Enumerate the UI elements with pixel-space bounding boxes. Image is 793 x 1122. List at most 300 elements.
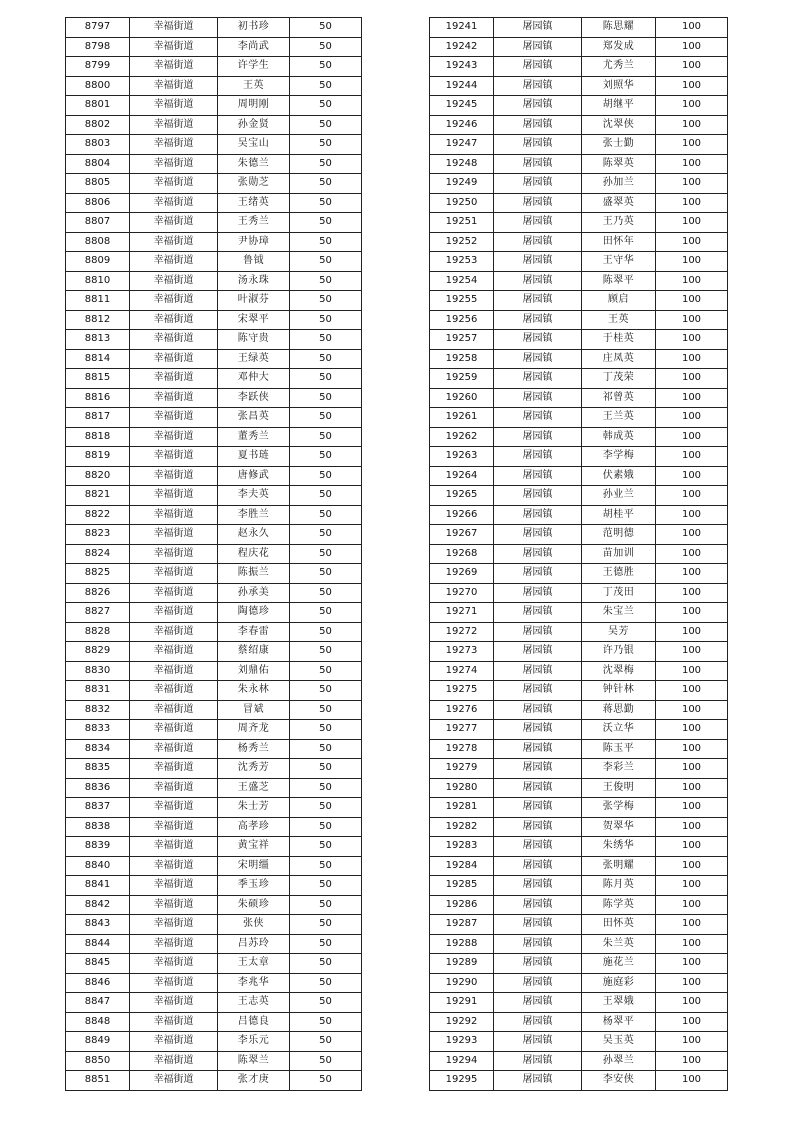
district-cell: 幸福街道 (130, 798, 218, 818)
table-row (430, 583, 728, 603)
amount-cell: 50 (290, 57, 362, 77)
name-cell: 张学梅 (582, 798, 656, 818)
table-row (430, 310, 728, 330)
district-cell: 屠园镇 (494, 798, 582, 818)
table-row (430, 973, 728, 993)
table-row (430, 798, 728, 818)
name-cell: 程庆花 (218, 544, 290, 564)
amount-cell: 100 (656, 720, 728, 740)
serial-number-cell: 8836 (66, 778, 130, 798)
table-row (430, 96, 728, 116)
table-row (66, 954, 362, 974)
name-cell: 孙金贤 (218, 115, 290, 135)
amount-cell: 50 (290, 174, 362, 194)
serial-number-cell: 19283 (430, 837, 494, 857)
serial-number-cell: 19279 (430, 759, 494, 779)
table-row (430, 1032, 728, 1052)
name-cell: 王德胜 (582, 564, 656, 584)
district-cell: 屠园镇 (494, 720, 582, 740)
district-cell: 屠园镇 (494, 310, 582, 330)
amount-cell: 100 (656, 252, 728, 272)
district-cell: 幸福街道 (130, 642, 218, 662)
amount-cell: 50 (290, 544, 362, 564)
serial-number-cell: 19269 (430, 564, 494, 584)
serial-number-cell: 19257 (430, 330, 494, 350)
serial-number-cell: 8817 (66, 408, 130, 428)
table-row (66, 213, 362, 233)
district-cell: 屠园镇 (494, 1051, 582, 1071)
district-cell: 幸福街道 (130, 37, 218, 57)
serial-number-cell: 8818 (66, 427, 130, 447)
name-cell: 伏素娥 (582, 466, 656, 486)
table-row (430, 1051, 728, 1071)
district-cell: 幸福街道 (130, 583, 218, 603)
amount-cell: 50 (290, 564, 362, 584)
name-cell: 朱士芳 (218, 798, 290, 818)
serial-number-cell: 8820 (66, 466, 130, 486)
district-cell: 幸福街道 (130, 954, 218, 974)
district-cell: 幸福街道 (130, 174, 218, 194)
table-row (430, 720, 728, 740)
amount-cell: 100 (656, 18, 728, 38)
serial-number-cell: 19251 (430, 213, 494, 233)
serial-number-cell: 8814 (66, 349, 130, 369)
district-cell: 屠园镇 (494, 213, 582, 233)
table-row (430, 232, 728, 252)
district-cell: 屠园镇 (494, 622, 582, 642)
table-row (430, 466, 728, 486)
name-cell: 朱硕珍 (218, 895, 290, 915)
serial-number-cell: 8809 (66, 252, 130, 272)
name-cell: 刘照华 (582, 76, 656, 96)
district-cell: 幸福街道 (130, 720, 218, 740)
name-cell: 孙翠兰 (582, 1051, 656, 1071)
name-cell: 李春雷 (218, 622, 290, 642)
name-cell: 冒斌 (218, 700, 290, 720)
amount-cell: 50 (290, 739, 362, 759)
amount-cell: 50 (290, 700, 362, 720)
table-row (66, 895, 362, 915)
serial-number-cell: 8833 (66, 720, 130, 740)
name-cell: 王秀兰 (218, 213, 290, 233)
district-cell: 屠园镇 (494, 525, 582, 545)
amount-cell: 50 (290, 525, 362, 545)
table-row (66, 466, 362, 486)
name-cell: 吴玉英 (582, 1032, 656, 1052)
district-cell: 幸福街道 (130, 115, 218, 135)
name-cell: 沈翠梅 (582, 661, 656, 681)
table-row (430, 603, 728, 623)
district-cell: 屠园镇 (494, 193, 582, 213)
district-cell: 屠园镇 (494, 96, 582, 116)
serial-number-cell: 8844 (66, 934, 130, 954)
district-cell: 幸福街道 (130, 700, 218, 720)
amount-cell: 100 (656, 427, 728, 447)
amount-cell: 100 (656, 115, 728, 135)
serial-number-cell: 8822 (66, 505, 130, 525)
serial-number-cell: 8798 (66, 37, 130, 57)
amount-cell: 50 (290, 427, 362, 447)
table-row (66, 934, 362, 954)
name-cell: 丁茂荣 (582, 369, 656, 389)
district-cell: 屠园镇 (494, 154, 582, 174)
table-row (430, 876, 728, 896)
name-cell: 初书珍 (218, 18, 290, 38)
serial-number-cell: 19290 (430, 973, 494, 993)
name-cell: 张才庚 (218, 1071, 290, 1091)
amount-cell: 50 (290, 447, 362, 467)
amount-cell: 50 (290, 369, 362, 389)
serial-number-cell: 8802 (66, 115, 130, 135)
table-row (66, 349, 362, 369)
serial-number-cell: 8804 (66, 154, 130, 174)
amount-cell: 100 (656, 349, 728, 369)
table-row (430, 486, 728, 506)
district-cell: 屠园镇 (494, 408, 582, 428)
district-cell: 屠园镇 (494, 505, 582, 525)
amount-cell: 100 (656, 213, 728, 233)
amount-cell: 50 (290, 895, 362, 915)
serial-number-cell: 19276 (430, 700, 494, 720)
district-cell: 屠园镇 (494, 544, 582, 564)
name-cell: 祁曾英 (582, 388, 656, 408)
table-row (66, 1051, 362, 1071)
name-cell: 李跃侠 (218, 388, 290, 408)
amount-cell: 50 (290, 934, 362, 954)
amount-cell: 100 (656, 564, 728, 584)
name-cell: 贺翠华 (582, 817, 656, 837)
serial-number-cell: 19281 (430, 798, 494, 818)
district-cell: 屠园镇 (494, 759, 582, 779)
name-cell: 吕苏玲 (218, 934, 290, 954)
amount-cell: 100 (656, 583, 728, 603)
name-cell: 王绿英 (218, 349, 290, 369)
name-cell: 苗加训 (582, 544, 656, 564)
table-row (430, 700, 728, 720)
amount-cell: 50 (290, 642, 362, 662)
left-roster-table (65, 17, 362, 1091)
table-row (66, 310, 362, 330)
district-cell: 幸福街道 (130, 817, 218, 837)
table-row (66, 642, 362, 662)
name-cell: 董秀兰 (218, 427, 290, 447)
amount-cell: 100 (656, 798, 728, 818)
district-cell: 幸福街道 (130, 1032, 218, 1052)
district-cell: 幸福街道 (130, 447, 218, 467)
table-row (430, 505, 728, 525)
amount-cell: 100 (656, 154, 728, 174)
table-row (430, 57, 728, 77)
name-cell: 李尚武 (218, 37, 290, 57)
amount-cell: 50 (290, 115, 362, 135)
district-cell: 屠园镇 (494, 271, 582, 291)
name-cell: 叶淑芬 (218, 291, 290, 311)
amount-cell: 50 (290, 973, 362, 993)
name-cell: 王英 (582, 310, 656, 330)
table-row (66, 96, 362, 116)
district-cell: 幸福街道 (130, 759, 218, 779)
amount-cell: 50 (290, 310, 362, 330)
table-row (430, 115, 728, 135)
serial-number-cell: 19277 (430, 720, 494, 740)
district-cell: 幸福街道 (130, 739, 218, 759)
name-cell: 朱德兰 (218, 154, 290, 174)
amount-cell: 50 (290, 96, 362, 116)
serial-number-cell: 8845 (66, 954, 130, 974)
table-row (66, 271, 362, 291)
table-row (430, 37, 728, 57)
name-cell: 沃立华 (582, 720, 656, 740)
amount-cell: 50 (290, 76, 362, 96)
amount-cell: 100 (656, 310, 728, 330)
name-cell: 陈翠兰 (218, 1051, 290, 1071)
district-cell: 屠园镇 (494, 349, 582, 369)
name-cell: 朱兰英 (582, 934, 656, 954)
amount-cell: 50 (290, 213, 362, 233)
serial-number-cell: 19252 (430, 232, 494, 252)
name-cell: 赵永久 (218, 525, 290, 545)
name-cell: 高孝珍 (218, 817, 290, 837)
serial-number-cell: 19255 (430, 291, 494, 311)
district-cell: 幸福街道 (130, 252, 218, 272)
serial-number-cell: 8811 (66, 291, 130, 311)
district-cell: 屠园镇 (494, 466, 582, 486)
district-cell: 幸福街道 (130, 564, 218, 584)
amount-cell: 50 (290, 330, 362, 350)
name-cell: 黄宝祥 (218, 837, 290, 857)
serial-number-cell: 8807 (66, 213, 130, 233)
serial-number-cell: 19259 (430, 369, 494, 389)
name-cell: 夏书琏 (218, 447, 290, 467)
serial-number-cell: 8825 (66, 564, 130, 584)
serial-number-cell: 8815 (66, 369, 130, 389)
district-cell: 幸福街道 (130, 18, 218, 38)
amount-cell: 50 (290, 349, 362, 369)
table-row (430, 778, 728, 798)
amount-cell: 100 (656, 681, 728, 701)
district-cell: 幸福街道 (130, 154, 218, 174)
table-row (66, 154, 362, 174)
table-row (66, 330, 362, 350)
table-row (66, 37, 362, 57)
table-row (430, 622, 728, 642)
table-row (66, 1012, 362, 1032)
amount-cell: 50 (290, 993, 362, 1013)
district-cell: 屠园镇 (494, 232, 582, 252)
name-cell: 王俊明 (582, 778, 656, 798)
serial-number-cell: 19289 (430, 954, 494, 974)
serial-number-cell: 8828 (66, 622, 130, 642)
serial-number-cell: 8821 (66, 486, 130, 506)
district-cell: 屠园镇 (494, 661, 582, 681)
amount-cell: 50 (290, 661, 362, 681)
amount-cell: 100 (656, 408, 728, 428)
serial-number-cell: 19285 (430, 876, 494, 896)
amount-cell: 50 (290, 915, 362, 935)
name-cell: 张明耀 (582, 856, 656, 876)
amount-cell: 50 (290, 603, 362, 623)
amount-cell: 100 (656, 57, 728, 77)
district-cell: 屠园镇 (494, 1012, 582, 1032)
serial-number-cell: 8799 (66, 57, 130, 77)
table-row (430, 564, 728, 584)
table-row (430, 759, 728, 779)
amount-cell: 100 (656, 135, 728, 155)
district-cell: 幸福街道 (130, 291, 218, 311)
table-row (430, 1012, 728, 1032)
serial-number-cell: 8834 (66, 739, 130, 759)
amount-cell: 100 (656, 954, 728, 974)
left-roster-body (66, 18, 362, 1091)
amount-cell: 100 (656, 388, 728, 408)
amount-cell: 100 (656, 993, 728, 1013)
district-cell: 幸福街道 (130, 622, 218, 642)
amount-cell: 50 (290, 778, 362, 798)
name-cell: 尤秀兰 (582, 57, 656, 77)
serial-number-cell: 19291 (430, 993, 494, 1013)
table-row (66, 388, 362, 408)
name-cell: 庄凤英 (582, 349, 656, 369)
serial-number-cell: 19284 (430, 856, 494, 876)
serial-number-cell: 8841 (66, 876, 130, 896)
serial-number-cell: 8839 (66, 837, 130, 857)
name-cell: 陈翠英 (582, 154, 656, 174)
amount-cell: 50 (290, 505, 362, 525)
serial-number-cell: 8849 (66, 1032, 130, 1052)
serial-number-cell: 19280 (430, 778, 494, 798)
table-row (66, 583, 362, 603)
table-row (66, 174, 362, 194)
serial-number-cell: 19244 (430, 76, 494, 96)
amount-cell: 100 (656, 876, 728, 896)
serial-number-cell: 19258 (430, 349, 494, 369)
serial-number-cell: 8827 (66, 603, 130, 623)
district-cell: 幸福街道 (130, 915, 218, 935)
amount-cell: 100 (656, 700, 728, 720)
district-cell: 幸福街道 (130, 876, 218, 896)
district-cell: 幸福街道 (130, 895, 218, 915)
amount-cell: 100 (656, 603, 728, 623)
table-row (430, 544, 728, 564)
table-row (66, 778, 362, 798)
district-cell: 屠园镇 (494, 369, 582, 389)
serial-number-cell: 19249 (430, 174, 494, 194)
serial-number-cell: 19270 (430, 583, 494, 603)
district-cell: 屠园镇 (494, 817, 582, 837)
district-cell: 幸福街道 (130, 310, 218, 330)
district-cell: 屠园镇 (494, 115, 582, 135)
amount-cell: 50 (290, 388, 362, 408)
name-cell: 孙加兰 (582, 174, 656, 194)
name-cell: 顾启 (582, 291, 656, 311)
district-cell: 屠园镇 (494, 486, 582, 506)
name-cell: 王守华 (582, 252, 656, 272)
district-cell: 幸福街道 (130, 661, 218, 681)
district-cell: 屠园镇 (494, 252, 582, 272)
table-row (66, 739, 362, 759)
amount-cell: 100 (656, 174, 728, 194)
right-roster-table (429, 17, 728, 1091)
name-cell: 陶德珍 (218, 603, 290, 623)
name-cell: 丁茂田 (582, 583, 656, 603)
table-row (430, 174, 728, 194)
table-row (430, 18, 728, 38)
amount-cell: 50 (290, 1071, 362, 1091)
district-cell: 幸福街道 (130, 486, 218, 506)
district-cell: 幸福街道 (130, 76, 218, 96)
table-row (66, 505, 362, 525)
amount-cell: 100 (656, 525, 728, 545)
name-cell: 李学梅 (582, 447, 656, 467)
district-cell: 幸福街道 (130, 232, 218, 252)
serial-number-cell: 8808 (66, 232, 130, 252)
district-cell: 屠园镇 (494, 447, 582, 467)
serial-number-cell: 19260 (430, 388, 494, 408)
district-cell: 幸福街道 (130, 856, 218, 876)
name-cell: 盛翠英 (582, 193, 656, 213)
serial-number-cell: 19293 (430, 1032, 494, 1052)
serial-number-cell: 8837 (66, 798, 130, 818)
name-cell: 施花兰 (582, 954, 656, 974)
serial-number-cell: 8819 (66, 447, 130, 467)
district-cell: 幸福街道 (130, 330, 218, 350)
table-row (66, 76, 362, 96)
district-cell: 幸福街道 (130, 193, 218, 213)
name-cell: 周明刚 (218, 96, 290, 116)
amount-cell: 50 (290, 720, 362, 740)
amount-cell: 50 (290, 759, 362, 779)
serial-number-cell: 8801 (66, 96, 130, 116)
serial-number-cell: 19245 (430, 96, 494, 116)
amount-cell: 50 (290, 876, 362, 896)
name-cell: 李兆华 (218, 973, 290, 993)
district-cell: 屠园镇 (494, 583, 582, 603)
amount-cell: 50 (290, 154, 362, 174)
name-cell: 王乃英 (582, 213, 656, 233)
district-cell: 屠园镇 (494, 603, 582, 623)
serial-number-cell: 8846 (66, 973, 130, 993)
table-row (430, 681, 728, 701)
name-cell: 刘鼎佑 (218, 661, 290, 681)
name-cell: 张昌英 (218, 408, 290, 428)
serial-number-cell: 19264 (430, 466, 494, 486)
amount-cell: 100 (656, 369, 728, 389)
serial-number-cell: 19268 (430, 544, 494, 564)
district-cell: 幸福街道 (130, 603, 218, 623)
amount-cell: 100 (656, 856, 728, 876)
name-cell: 王盛芝 (218, 778, 290, 798)
serial-number-cell: 8826 (66, 583, 130, 603)
district-cell: 屠园镇 (494, 973, 582, 993)
name-cell: 王志英 (218, 993, 290, 1013)
name-cell: 陈振兰 (218, 564, 290, 584)
name-cell: 钟针林 (582, 681, 656, 701)
table-row (430, 661, 728, 681)
amount-cell: 50 (290, 37, 362, 57)
table-row (430, 291, 728, 311)
amount-cell: 100 (656, 934, 728, 954)
serial-number-cell: 8823 (66, 525, 130, 545)
table-row (430, 817, 728, 837)
name-cell: 宋明缰 (218, 856, 290, 876)
district-cell: 屠园镇 (494, 291, 582, 311)
district-cell: 幸福街道 (130, 388, 218, 408)
table-row (66, 661, 362, 681)
amount-cell: 50 (290, 583, 362, 603)
name-cell: 沈秀芳 (218, 759, 290, 779)
name-cell: 于桂英 (582, 330, 656, 350)
name-cell: 范明德 (582, 525, 656, 545)
